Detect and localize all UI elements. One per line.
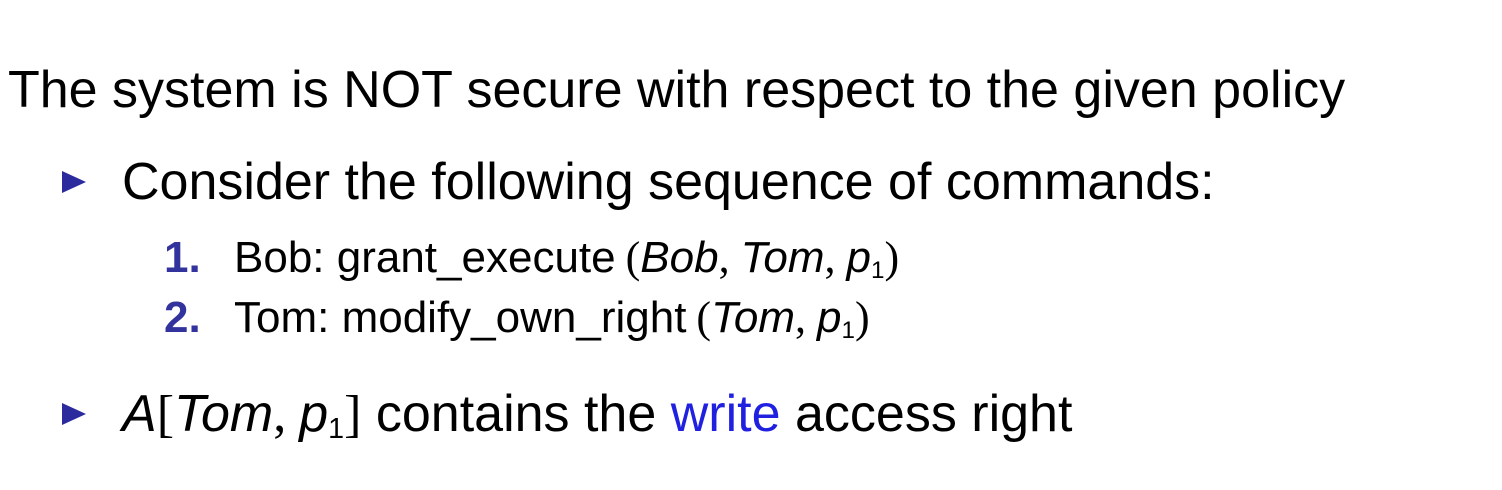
headline: The system is NOT secure with respect to the given policy bbox=[8, 61, 1346, 119]
command-arg: p bbox=[846, 233, 872, 282]
command-arg: Bob bbox=[640, 233, 719, 282]
command-prefix: Bob: grant_execute bbox=[234, 233, 616, 282]
command-number: 2. bbox=[164, 293, 201, 342]
command-item-2: 2. Tom: modify_own_right (Tom, $p_1$) bbox=[164, 293, 870, 345]
write-highlight: write bbox=[670, 385, 781, 443]
command-arg: Tom bbox=[740, 233, 825, 282]
command-item-1: 1. Bob: grant_execute (Bob, Tom, $p_1$) bbox=[164, 233, 900, 285]
bullet-conclusion bbox=[62, 385, 1073, 446]
bullet-arrow-icon bbox=[62, 403, 86, 425]
conclusion-before: contains the bbox=[375, 385, 657, 443]
command-arg-sub: 1 bbox=[871, 257, 885, 285]
bullet-text: Consider the following sequence of commands: bbox=[122, 153, 1215, 211]
matrix-object-sub: 1 bbox=[328, 413, 345, 446]
command-number: 1. bbox=[164, 233, 201, 282]
conclusion-after: access right bbox=[794, 385, 1073, 443]
command-arg: Tom bbox=[711, 293, 796, 342]
matrix-object: p bbox=[299, 385, 329, 443]
conclusion-text: A[Tom, $p_1$] contains the write access right bbox=[122, 385, 1073, 446]
command-arg-sub: 1 bbox=[841, 317, 855, 345]
bullet-arrow-icon bbox=[62, 171, 86, 193]
matrix-symbol: A bbox=[122, 385, 157, 443]
bullet-consider bbox=[62, 153, 1215, 211]
command-arg: p bbox=[817, 293, 842, 342]
matrix-subject: Tom bbox=[174, 385, 274, 443]
command-prefix: Tom: modify_own_right bbox=[234, 293, 687, 342]
